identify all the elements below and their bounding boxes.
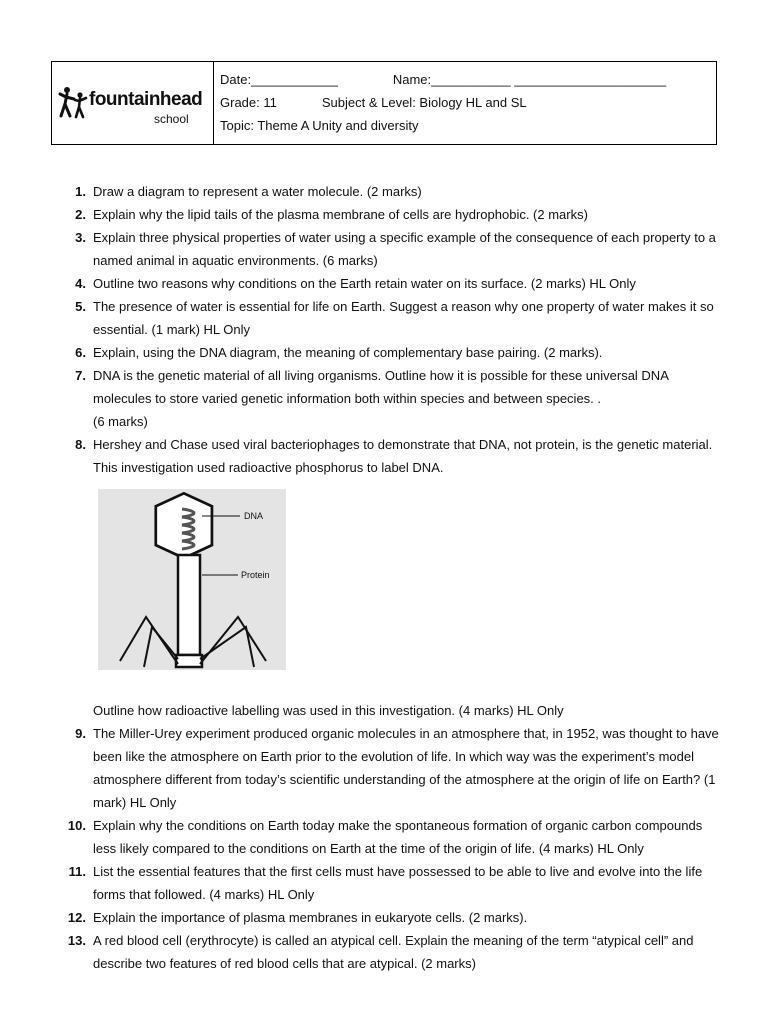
question-item bbox=[66, 180, 726, 203]
question-item bbox=[66, 203, 726, 226]
question-item bbox=[66, 722, 726, 814]
question-number: 12. bbox=[67, 910, 86, 925]
question-item bbox=[66, 341, 726, 364]
question-text: Explain why the lipid tails of the plasma membrane of cells are hydrophobic. (2 marks) bbox=[93, 207, 588, 222]
question-number: 10. bbox=[67, 818, 86, 833]
subject-label: Subject & Level: Biology HL and SL bbox=[321, 95, 527, 110]
grade-subject-line bbox=[220, 95, 527, 110]
question-item bbox=[66, 226, 726, 272]
logo-text: fountainhead bbox=[89, 89, 203, 110]
bacteriophage-diagram bbox=[98, 489, 726, 699]
question-number: 4. bbox=[75, 276, 86, 291]
question-number: 5. bbox=[75, 299, 86, 314]
question-item bbox=[66, 929, 726, 975]
bacteriophage-image bbox=[98, 489, 286, 670]
question-text: Draw a diagram to represent a water molecule. (2 marks) bbox=[93, 184, 422, 199]
logo-figures-icon bbox=[58, 86, 92, 120]
logo-subtext: school bbox=[154, 112, 189, 126]
grade-label: Grade: 11 bbox=[220, 95, 277, 110]
question-item bbox=[66, 295, 726, 341]
worksheet-header bbox=[51, 61, 717, 145]
question-item bbox=[66, 814, 726, 860]
question-text: List the essential features that the first cells must have possessed to be able to live and evolve into the life forms that followed. (4 marks) HL Only bbox=[93, 864, 703, 902]
question-marks: (6 marks) bbox=[93, 414, 148, 429]
question-number: 11. bbox=[68, 864, 86, 879]
topic-label: Topic: Theme A Unity and diversity bbox=[220, 118, 419, 133]
question-text: The Miller-Urey experiment produced organic molecules in an atmosphere that, in 1952, was thought to have been like the atmosphere on Earth prior to the evolution of life. In which way was the experiment’s model atmosphere different from today’s scientific understanding of the atmosphere at the origin of life on Earth? (1 mark) HL Only bbox=[93, 726, 719, 810]
question-list bbox=[66, 180, 726, 975]
question-text: Explain, using the DNA diagram, the meaning of complementary base pairing. (2 marks). bbox=[93, 345, 603, 360]
question-text: Explain three physical properties of water using a specific example of the consequence of each property to a named animal in aquatic environments. (6 marks) bbox=[93, 230, 716, 268]
question-number: 1. bbox=[75, 184, 86, 199]
question-text: Explain the importance of plasma membranes in eukaryote cells. (2 marks). bbox=[93, 910, 528, 925]
question-text: Hershey and Chase used viral bacteriophages to demonstrate that DNA, not protein, is the genetic material. This investigation used radioactive phosphorus to label DNA. bbox=[93, 437, 713, 475]
question-text: Outline two reasons why conditions on the Earth retain water on its surface. (2 marks) HL Only bbox=[93, 276, 636, 291]
question-text: DNA is the genetic material of all living organisms. Outline how it is possible for these universal DNA molecules to store varied genetic information both within species and between species. . bbox=[93, 368, 669, 406]
question-item bbox=[66, 433, 726, 479]
protein-label: Protein bbox=[241, 570, 270, 580]
question-item bbox=[66, 906, 726, 929]
header-info bbox=[214, 62, 716, 144]
question-number: 13. bbox=[67, 933, 86, 948]
question-text: Explain why the conditions on Earth today make the spontaneous formation of organic carbon compounds less likely compared to the conditions on Earth at the time of the origin of life. (4 marks) HL Only bbox=[93, 818, 703, 856]
question-number: 8. bbox=[75, 437, 86, 452]
question-number: 2. bbox=[75, 207, 86, 222]
question-number: 6. bbox=[75, 345, 86, 360]
question-item bbox=[66, 364, 726, 433]
school-logo bbox=[52, 62, 214, 144]
question-number: 9. bbox=[75, 726, 86, 741]
name-field[interactable]: Name:___________ _____________________ bbox=[392, 72, 667, 87]
dna-label: DNA bbox=[244, 511, 264, 521]
question-item bbox=[66, 272, 726, 295]
question-followup: Outline how radioactive labelling was used in this investigation. (4 marks) HL Only bbox=[93, 703, 564, 718]
question-text: The presence of water is essential for life on Earth. Suggest a reason why one property of water makes it so essential. (1 mark) HL Only bbox=[93, 299, 714, 337]
question-number: 3. bbox=[75, 230, 86, 245]
date-name-line bbox=[220, 72, 666, 87]
question-text: A red blood cell (erythrocyte) is called an atypical cell. Explain the meaning of the term “atypical cell” and describe two features of red blood cells that are atypical. (2 marks) bbox=[93, 933, 694, 971]
question-number: 7. bbox=[75, 368, 86, 383]
date-field[interactable]: Date:____________ bbox=[220, 72, 338, 87]
question-item bbox=[66, 860, 726, 906]
